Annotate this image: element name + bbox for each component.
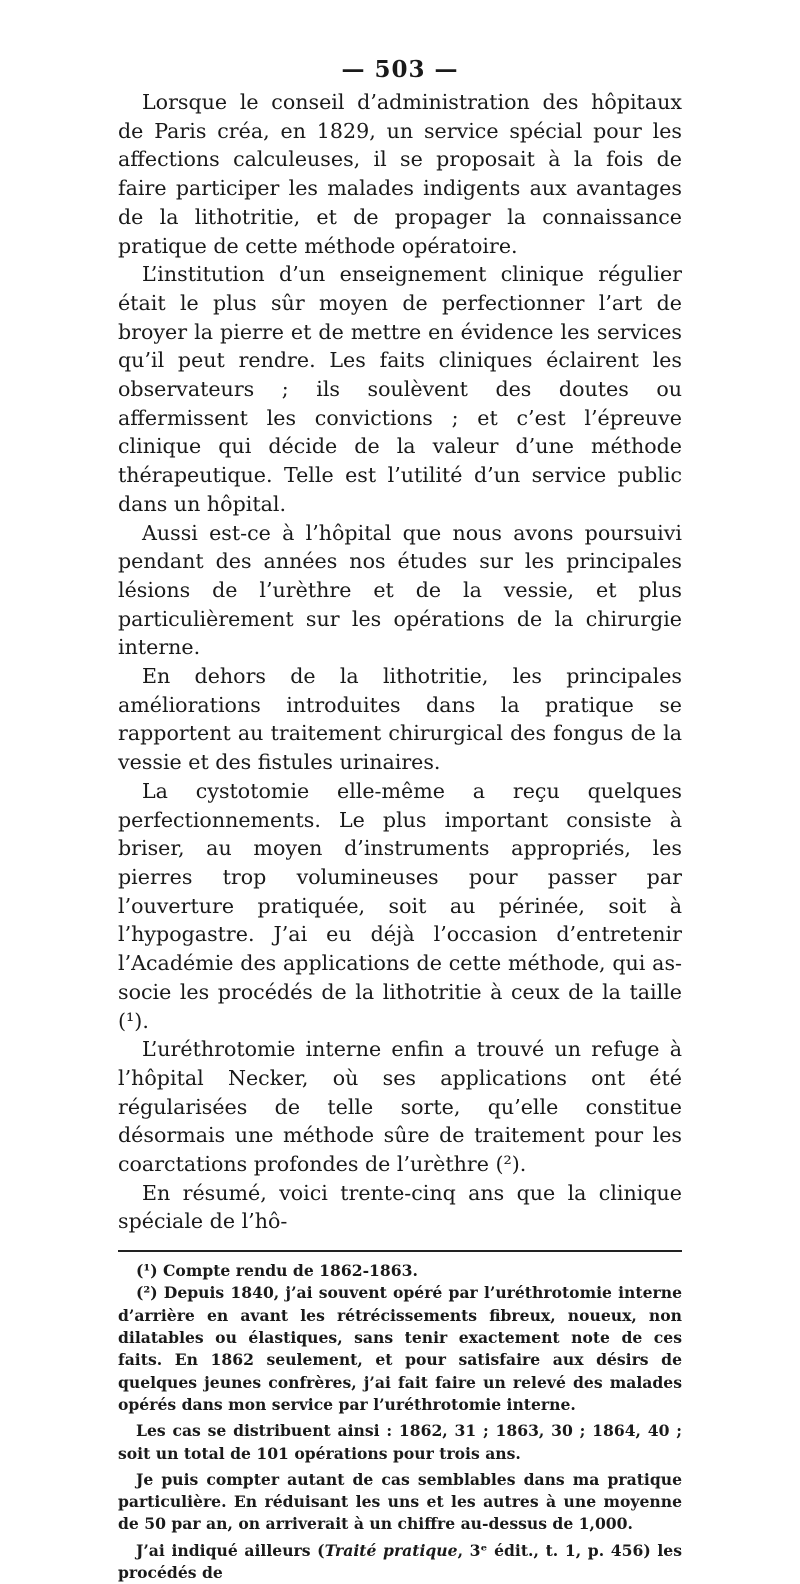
page <box>118 52 682 1584</box>
footnote-1: (¹) Compte rendu de 1862-1863. <box>136 1261 418 1281</box>
paragraph-6-end: . <box>519 1152 527 1177</box>
footnote-divider <box>118 1250 682 1252</box>
footnote-2-continued-3 <box>118 1540 682 1584</box>
paragraph-4: En dehors de la lithotritie, les principales améliorations introduites dans la pratique se rapportent au traitement chirurgical des fongus de la vessie et des fistules urinaires. <box>118 664 682 775</box>
footnote-2-continued-2: Je puis compter autant de cas semblables dans ma pratique particulière. En réduisant les uns et les autres à une moyenne de 50 par an, on arriverait à un chiffre au-dessus de 1,000. <box>118 1469 682 1534</box>
paragraph-3: Aussi est-ce à l’hôpital que nous avons poursuivi pendant des années nos études sur les principales lésions de l’urèthre et de la vessie, et plus particulièrement sur les opérations de la chirurgie interne. <box>118 520 682 660</box>
paragraph-5-end: . <box>142 1008 149 1033</box>
book-title: Traité pratique <box>324 1540 458 1560</box>
paragraph-6 <box>118 1035 682 1179</box>
footnote-2-continued-3-pre: J’ai indiqué ailleurs ( <box>136 1540 325 1560</box>
paragraph-2: L’institution d’un enseignement clinique régulier était le plus sûr moyen de perfectionner l’art de broyer la pierre et de mettre en évidence les services qu’il peut rendre. Les faits cliniques éclairent les observateurs ; ils soulèvent des doutes ou affermissent les convictions ; et c’est l’épreuve clinique qui décide de la valeur d’une méthode thérapeutique. Telle est l’utilité d’un service public dans un hôpital. <box>118 262 682 516</box>
paragraph-1: Lorsque le conseil d’administration des hôpitaux de Paris créa, en 1829, un service spécial pour les affections calculeuses, il se proposait à la fois de faire participer les malades indigents aux avantages de la lithotritie, et de propager la connaissance pratique de cette méthode opératoire. <box>118 90 682 258</box>
footnote-2: (²) Depuis 1840, j’ai souvent opéré par l’uréthrotomie interne d’arrière en avant les rétrécissements fibreux, noueux, non dilatables ou élastiques, sans tenir exactement note de ces faits. En 1862 seulement, et pour satisfaire aux désirs de quelques jeunes confrères, j’ai fait faire un relevé des malades opérés dans mon service par l’uréthrotomie interne. <box>118 1283 682 1414</box>
paragraph-6-text: L’uréthrotomie interne enfin a trouvé un refuge à l’hôpital Necker, où ses applications ont été régularisées de telle sorte, qu’elle constitue désormais une méthode sûre de traitement pour les coarctations profondes de l’urèthre <box>118 1037 682 1177</box>
paragraph-5 <box>118 777 682 1035</box>
footnotes <box>118 1260 682 1584</box>
paragraph-7: En résumé, voici trente-cinq ans que la clinique spéciale de l’hô- <box>118 1180 682 1234</box>
footnote-ref-2: (²) <box>495 1152 520 1177</box>
footnote-2-continued-1: Les cas se distribuent ainsi : 1862, 31 ; 1863, 30 ; 1864, 40 ; soit un total de 101 opérations pour trois ans. <box>118 1421 682 1463</box>
page-number: — 503 — <box>341 56 459 83</box>
main-text <box>118 88 682 1236</box>
paragraph-5-text: La cystotomie elle-même a reçu quelques perfectionnements. Le plus important consiste à briser, au moyen d’instruments appropriés, les pierres trop volumineuses pour passer par l’ouverture pratiquée, soit au périnée, soit à l’hypogastre. J’ai eu déjà l’occasion d’entretenir l’Académie des applications de cette méthode, qui associe les procédés de la lithotritie à ceux de la taille <box>118 778 682 1004</box>
footnote-ref-1: (¹) <box>118 1008 143 1033</box>
footnote-2-continued-3-post: , 3ᵉ édit., t. 1, p. 456) les procédés de <box>118 1540 682 1582</box>
